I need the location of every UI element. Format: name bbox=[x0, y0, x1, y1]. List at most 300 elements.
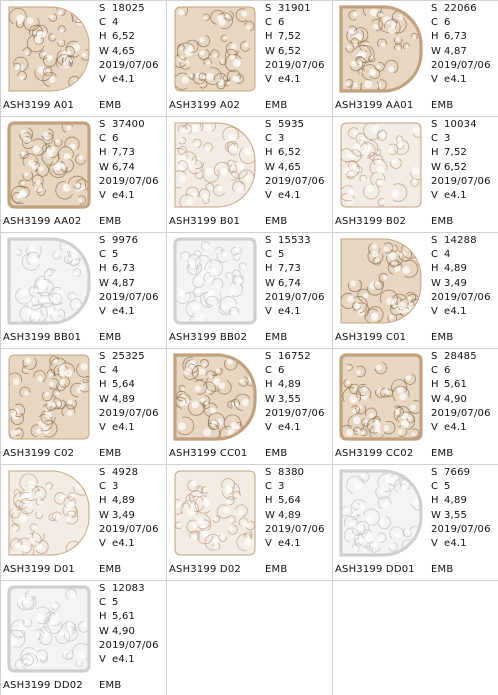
stitch-count-label: S bbox=[431, 3, 438, 14]
design-metadata bbox=[265, 118, 331, 203]
d-shape-lace-thumbnail[interactable] bbox=[5, 4, 93, 94]
width-value: 6,52 bbox=[444, 161, 468, 173]
design-name: ASH3199 C01 bbox=[335, 332, 407, 343]
file-format: EMB bbox=[265, 216, 288, 227]
width-label: W bbox=[265, 45, 276, 57]
height-label: H bbox=[431, 495, 439, 507]
design-name: ASH3199 DD01 bbox=[335, 564, 415, 575]
stitch-count: 4928 bbox=[112, 467, 139, 478]
version-label: V bbox=[99, 422, 107, 434]
color-count: 5 bbox=[278, 249, 285, 261]
date-value: 2019/07/06 bbox=[99, 407, 159, 419]
file-format: EMB bbox=[99, 448, 122, 459]
version-value: e4.1 bbox=[112, 654, 135, 666]
height-row bbox=[265, 494, 331, 508]
height-row bbox=[265, 262, 331, 276]
height-label: H bbox=[99, 611, 107, 623]
height-value: 4,89 bbox=[112, 495, 136, 507]
color-count-row bbox=[431, 480, 497, 494]
version-value: e4.1 bbox=[278, 538, 301, 550]
height-value: 7,52 bbox=[278, 31, 302, 43]
color-count-label: C bbox=[431, 365, 439, 377]
design-metadata bbox=[99, 466, 165, 551]
color-count-row bbox=[99, 364, 165, 378]
height-label: H bbox=[99, 263, 107, 275]
color-count-label: C bbox=[431, 481, 439, 493]
color-count: 6 bbox=[278, 365, 285, 377]
width-value: 4,65 bbox=[112, 45, 136, 57]
width-label: W bbox=[99, 45, 110, 57]
date-value: 2019/07/06 bbox=[99, 639, 159, 651]
height-row bbox=[99, 30, 165, 44]
color-count-row bbox=[265, 132, 331, 146]
version-label: V bbox=[265, 190, 273, 202]
date-value: 2019/07/06 bbox=[431, 523, 491, 535]
design-cell-ash3199-a01[interactable] bbox=[1, 1, 167, 117]
width-label: W bbox=[265, 277, 276, 289]
date-value: 2019/07/06 bbox=[265, 291, 325, 303]
date-value: 2019/07/06 bbox=[99, 291, 159, 303]
date-value: 2019/07/06 bbox=[431, 291, 491, 303]
height-value: 4,89 bbox=[444, 263, 468, 275]
design-cell-ash3199-d02[interactable] bbox=[167, 465, 333, 581]
stitch-count-row bbox=[99, 350, 165, 364]
height-label: H bbox=[265, 495, 273, 507]
stitch-count-row bbox=[431, 118, 497, 132]
version-label: V bbox=[431, 538, 439, 550]
width-label: W bbox=[99, 509, 110, 521]
design-metadata bbox=[431, 118, 497, 203]
stitch-count: 5935 bbox=[278, 119, 305, 130]
date-value: 2019/07/06 bbox=[265, 407, 325, 419]
height-row bbox=[431, 378, 497, 392]
width-label: W bbox=[99, 393, 110, 405]
width-value: 4,87 bbox=[112, 277, 136, 289]
height-label: H bbox=[265, 379, 273, 391]
color-count-row bbox=[431, 16, 497, 30]
file-format: EMB bbox=[431, 448, 454, 459]
height-value: 7,52 bbox=[444, 147, 468, 159]
version-label: V bbox=[99, 306, 107, 318]
stitch-count: 14288 bbox=[444, 235, 477, 246]
width-row bbox=[99, 45, 165, 59]
version-label: V bbox=[431, 306, 439, 318]
rect-framed-lace-thumbnail[interactable] bbox=[5, 584, 93, 674]
design-metadata bbox=[99, 118, 165, 203]
height-label: H bbox=[431, 379, 439, 391]
width-row bbox=[431, 509, 497, 523]
height-row bbox=[265, 146, 331, 160]
stitch-count-row bbox=[265, 466, 331, 480]
color-count: 6 bbox=[444, 365, 451, 377]
stitch-count-row bbox=[265, 118, 331, 132]
version-label: V bbox=[99, 538, 107, 550]
width-row bbox=[431, 393, 497, 407]
version-row bbox=[265, 537, 331, 551]
color-count-label: C bbox=[431, 133, 439, 145]
d-shape-framed-lace-thumbnail[interactable] bbox=[5, 236, 93, 326]
stitch-count: 28485 bbox=[444, 351, 477, 362]
width-value: 6,74 bbox=[112, 161, 136, 173]
stitch-count-label: S bbox=[265, 351, 272, 362]
stitch-count: 8380 bbox=[278, 467, 305, 478]
rect-lace-thumbnail[interactable] bbox=[171, 4, 259, 94]
stitch-count-label: S bbox=[99, 351, 106, 362]
version-row bbox=[99, 537, 165, 551]
stitch-count-label: S bbox=[265, 467, 272, 478]
color-count-row bbox=[431, 364, 497, 378]
height-label: H bbox=[265, 263, 273, 275]
width-value: 3,55 bbox=[278, 393, 302, 405]
file-format: EMB bbox=[431, 216, 454, 227]
d-shape-lace-thumbnail[interactable] bbox=[171, 120, 259, 210]
empty-cell bbox=[167, 581, 333, 695]
design-name: ASH3199 C02 bbox=[3, 448, 75, 459]
height-value: 6,73 bbox=[444, 31, 468, 43]
file-format: EMB bbox=[431, 332, 454, 343]
design-metadata bbox=[431, 234, 497, 319]
stitch-count: 37400 bbox=[112, 119, 145, 130]
width-label: W bbox=[99, 625, 110, 637]
version-label: V bbox=[265, 422, 273, 434]
stitch-count-label: S bbox=[99, 235, 106, 246]
design-cell-ash3199-a02[interactable] bbox=[167, 1, 333, 117]
color-count: 3 bbox=[112, 481, 119, 493]
design-cell-ash3199-dd01[interactable] bbox=[333, 465, 498, 581]
height-label: H bbox=[265, 31, 273, 43]
color-count: 3 bbox=[278, 481, 285, 493]
width-row bbox=[99, 277, 165, 291]
date-value: 2019/07/06 bbox=[265, 59, 325, 71]
stitch-count: 31901 bbox=[278, 3, 311, 14]
width-row bbox=[99, 393, 165, 407]
d-shape-framed-lace-thumbnail[interactable] bbox=[337, 4, 425, 94]
stitch-count-row bbox=[265, 350, 331, 364]
stitch-count-row bbox=[265, 2, 331, 16]
width-value: 6,52 bbox=[278, 45, 302, 57]
height-value: 4,89 bbox=[278, 379, 302, 391]
date-value: 2019/07/06 bbox=[265, 175, 325, 187]
stitch-count: 15533 bbox=[278, 235, 311, 246]
design-name: ASH3199 DD02 bbox=[3, 680, 83, 691]
date-value: 2019/07/06 bbox=[431, 407, 491, 419]
height-label: H bbox=[265, 147, 273, 159]
design-metadata bbox=[431, 466, 497, 551]
version-value: e4.1 bbox=[278, 190, 301, 202]
version-row bbox=[99, 305, 165, 319]
date-value: 2019/07/06 bbox=[265, 523, 325, 535]
version-value: e4.1 bbox=[112, 306, 135, 318]
version-row bbox=[431, 305, 497, 319]
width-row bbox=[431, 45, 497, 59]
rect-framed-lace-thumbnail[interactable] bbox=[5, 120, 93, 210]
height-label: H bbox=[431, 147, 439, 159]
version-label: V bbox=[99, 190, 107, 202]
design-name: ASH3199 B02 bbox=[335, 216, 407, 227]
color-count: 6 bbox=[112, 133, 119, 145]
design-metadata bbox=[431, 350, 497, 435]
stitch-count: 25325 bbox=[112, 351, 145, 362]
design-name: ASH3199 D01 bbox=[3, 564, 75, 575]
width-label: W bbox=[265, 393, 276, 405]
height-value: 7,73 bbox=[112, 147, 136, 159]
file-format: EMB bbox=[265, 100, 288, 111]
design-name: ASH3199 CC01 bbox=[169, 448, 248, 459]
d-shape-lace-thumbnail[interactable] bbox=[337, 236, 425, 326]
color-count-label: C bbox=[431, 249, 439, 261]
version-label: V bbox=[431, 422, 439, 434]
version-value: e4.1 bbox=[112, 74, 135, 86]
design-metadata bbox=[99, 2, 165, 87]
color-count-label: C bbox=[265, 365, 273, 377]
design-metadata bbox=[99, 350, 165, 435]
version-value: e4.1 bbox=[444, 190, 467, 202]
height-value: 6,52 bbox=[278, 147, 302, 159]
file-format: EMB bbox=[99, 680, 122, 691]
color-count-label: C bbox=[99, 365, 107, 377]
stitch-count-label: S bbox=[99, 119, 106, 130]
color-count: 5 bbox=[444, 481, 451, 493]
stitch-count-row bbox=[99, 234, 165, 248]
width-row bbox=[265, 277, 331, 291]
color-count-label: C bbox=[431, 17, 439, 29]
height-value: 6,73 bbox=[112, 263, 136, 275]
design-name: ASH3199 CC02 bbox=[335, 448, 414, 459]
width-value: 3,55 bbox=[444, 509, 468, 521]
stitch-count-row bbox=[431, 2, 497, 16]
version-value: e4.1 bbox=[112, 422, 135, 434]
version-row bbox=[99, 189, 165, 203]
design-name: ASH3199 AA02 bbox=[3, 216, 82, 227]
height-row bbox=[99, 494, 165, 508]
color-count: 3 bbox=[278, 133, 285, 145]
height-value: 7,73 bbox=[278, 263, 302, 275]
height-value: 4,89 bbox=[444, 495, 468, 507]
height-row bbox=[431, 262, 497, 276]
version-value: e4.1 bbox=[444, 74, 467, 86]
width-value: 4,89 bbox=[112, 393, 136, 405]
color-count-label: C bbox=[99, 597, 107, 609]
version-value: e4.1 bbox=[278, 74, 301, 86]
design-cell-ash3199-d01[interactable] bbox=[1, 465, 167, 581]
stitch-count-row bbox=[431, 466, 497, 480]
width-value: 4,90 bbox=[112, 625, 136, 637]
stitch-count-label: S bbox=[265, 119, 272, 130]
stitch-count-row bbox=[99, 466, 165, 480]
height-row bbox=[431, 30, 497, 44]
height-row bbox=[99, 378, 165, 392]
color-count: 4 bbox=[112, 17, 119, 29]
width-row bbox=[99, 161, 165, 175]
version-row bbox=[99, 653, 165, 667]
version-row bbox=[265, 73, 331, 87]
width-row bbox=[265, 161, 331, 175]
stitch-count-label: S bbox=[431, 351, 438, 362]
height-row bbox=[99, 610, 165, 624]
color-count-row bbox=[431, 132, 497, 146]
file-format: EMB bbox=[99, 564, 122, 575]
date-value: 2019/07/06 bbox=[431, 175, 491, 187]
design-cell-ash3199-bb02[interactable] bbox=[167, 233, 333, 349]
design-metadata bbox=[431, 2, 497, 87]
color-count-row bbox=[265, 364, 331, 378]
stitch-count: 16752 bbox=[278, 351, 311, 362]
design-cell-ash3199-dd02[interactable] bbox=[1, 581, 167, 695]
version-row bbox=[431, 537, 497, 551]
height-value: 6,52 bbox=[112, 31, 136, 43]
date-value: 2019/07/06 bbox=[99, 175, 159, 187]
design-name: ASH3199 B01 bbox=[169, 216, 241, 227]
stitch-count: 12083 bbox=[112, 583, 145, 594]
design-cell-ash3199-cc01[interactable] bbox=[167, 349, 333, 465]
width-label: W bbox=[99, 277, 110, 289]
stitch-count-label: S bbox=[431, 235, 438, 246]
stitch-count-label: S bbox=[99, 3, 106, 14]
width-label: W bbox=[431, 161, 442, 173]
design-cell-ash3199-cc02[interactable] bbox=[333, 349, 498, 465]
color-count-label: C bbox=[265, 249, 273, 261]
stitch-count: 9976 bbox=[112, 235, 139, 246]
date-value: 2019/07/06 bbox=[431, 59, 491, 71]
width-label: W bbox=[431, 45, 442, 57]
color-count-row bbox=[265, 480, 331, 494]
height-label: H bbox=[99, 147, 107, 159]
version-value: e4.1 bbox=[278, 306, 301, 318]
width-value: 4,89 bbox=[278, 509, 302, 521]
stitch-count: 22066 bbox=[444, 3, 477, 14]
color-count-row bbox=[99, 132, 165, 146]
color-count-row bbox=[99, 480, 165, 494]
version-row bbox=[431, 421, 497, 435]
color-count-row bbox=[99, 596, 165, 610]
color-count-label: C bbox=[99, 17, 107, 29]
version-label: V bbox=[265, 538, 273, 550]
file-format: EMB bbox=[99, 100, 122, 111]
height-row bbox=[431, 494, 497, 508]
d-shape-framed-lace-thumbnail[interactable] bbox=[171, 352, 259, 442]
height-row bbox=[431, 146, 497, 160]
rect-framed-lace-thumbnail[interactable] bbox=[171, 236, 259, 326]
color-count-row bbox=[99, 248, 165, 262]
color-count-row bbox=[431, 248, 497, 262]
design-name: ASH3199 BB02 bbox=[169, 332, 248, 343]
rect-framed-lace-thumbnail[interactable] bbox=[337, 352, 425, 442]
color-count: 4 bbox=[112, 365, 119, 377]
design-cell-ash3199-bb01[interactable] bbox=[1, 233, 167, 349]
height-row bbox=[99, 146, 165, 160]
stitch-count-label: S bbox=[431, 467, 438, 478]
width-row bbox=[99, 625, 165, 639]
rect-lace-thumbnail[interactable] bbox=[5, 352, 93, 442]
file-format: EMB bbox=[265, 332, 288, 343]
version-label: V bbox=[431, 74, 439, 86]
file-format: EMB bbox=[99, 332, 122, 343]
height-value: 5,64 bbox=[278, 495, 302, 507]
width-row bbox=[265, 509, 331, 523]
stitch-count-label: S bbox=[431, 119, 438, 130]
design-cell-ash3199-c01[interactable] bbox=[333, 233, 498, 349]
d-shape-framed-lace-thumbnail[interactable] bbox=[337, 468, 425, 558]
file-format: EMB bbox=[265, 448, 288, 459]
version-row bbox=[265, 189, 331, 203]
design-name: ASH3199 AA01 bbox=[335, 100, 414, 111]
height-label: H bbox=[99, 379, 107, 391]
color-count-label: C bbox=[99, 481, 107, 493]
stitch-count-label: S bbox=[265, 3, 272, 14]
stitch-count-row bbox=[99, 582, 165, 596]
version-value: e4.1 bbox=[112, 538, 135, 550]
version-row bbox=[265, 421, 331, 435]
width-value: 4,90 bbox=[444, 393, 468, 405]
design-cell-ash3199-aa01[interactable] bbox=[333, 1, 498, 117]
width-row bbox=[265, 45, 331, 59]
width-label: W bbox=[99, 161, 110, 173]
width-row bbox=[265, 393, 331, 407]
version-value: e4.1 bbox=[278, 422, 301, 434]
version-label: V bbox=[431, 190, 439, 202]
color-count: 6 bbox=[444, 17, 451, 29]
color-count: 6 bbox=[278, 17, 285, 29]
width-value: 4,65 bbox=[278, 161, 302, 173]
design-name: ASH3199 D02 bbox=[169, 564, 241, 575]
width-row bbox=[431, 161, 497, 175]
color-count-row bbox=[265, 16, 331, 30]
version-row bbox=[265, 305, 331, 319]
height-row bbox=[265, 378, 331, 392]
version-label: V bbox=[99, 654, 107, 666]
version-row bbox=[99, 421, 165, 435]
date-value: 2019/07/06 bbox=[99, 59, 159, 71]
rect-lace-thumbnail[interactable] bbox=[171, 468, 259, 558]
version-label: V bbox=[99, 74, 107, 86]
height-value: 5,61 bbox=[112, 611, 136, 623]
d-shape-lace-thumbnail[interactable] bbox=[5, 468, 93, 558]
height-value: 5,64 bbox=[112, 379, 136, 391]
width-row bbox=[431, 277, 497, 291]
color-count-label: C bbox=[265, 17, 273, 29]
width-label: W bbox=[265, 509, 276, 521]
stitch-count: 10034 bbox=[444, 119, 477, 130]
version-value: e4.1 bbox=[112, 190, 135, 202]
version-value: e4.1 bbox=[444, 306, 467, 318]
color-count-row bbox=[265, 248, 331, 262]
color-count-row bbox=[99, 16, 165, 30]
stitch-count-row bbox=[265, 234, 331, 248]
design-cell-ash3199-c02[interactable] bbox=[1, 349, 167, 465]
height-label: H bbox=[431, 263, 439, 275]
version-row bbox=[431, 73, 497, 87]
design-cell-ash3199-b02[interactable] bbox=[333, 117, 498, 233]
height-label: H bbox=[99, 31, 107, 43]
version-value: e4.1 bbox=[444, 422, 467, 434]
width-value: 3,49 bbox=[444, 277, 468, 289]
version-row bbox=[431, 189, 497, 203]
design-name: ASH3199 A02 bbox=[169, 100, 241, 111]
color-count: 3 bbox=[444, 133, 451, 145]
version-label: V bbox=[265, 74, 273, 86]
design-cell-ash3199-b01[interactable] bbox=[167, 117, 333, 233]
design-metadata bbox=[265, 466, 331, 551]
width-label: W bbox=[431, 393, 442, 405]
design-cell-ash3199-aa02[interactable] bbox=[1, 117, 167, 233]
file-format: EMB bbox=[99, 216, 122, 227]
stitch-count-row bbox=[431, 350, 497, 364]
height-label: H bbox=[431, 31, 439, 43]
rect-lace-thumbnail[interactable] bbox=[337, 120, 425, 210]
width-value: 4,87 bbox=[444, 45, 468, 57]
design-metadata bbox=[265, 234, 331, 319]
stitch-count-label: S bbox=[99, 467, 106, 478]
